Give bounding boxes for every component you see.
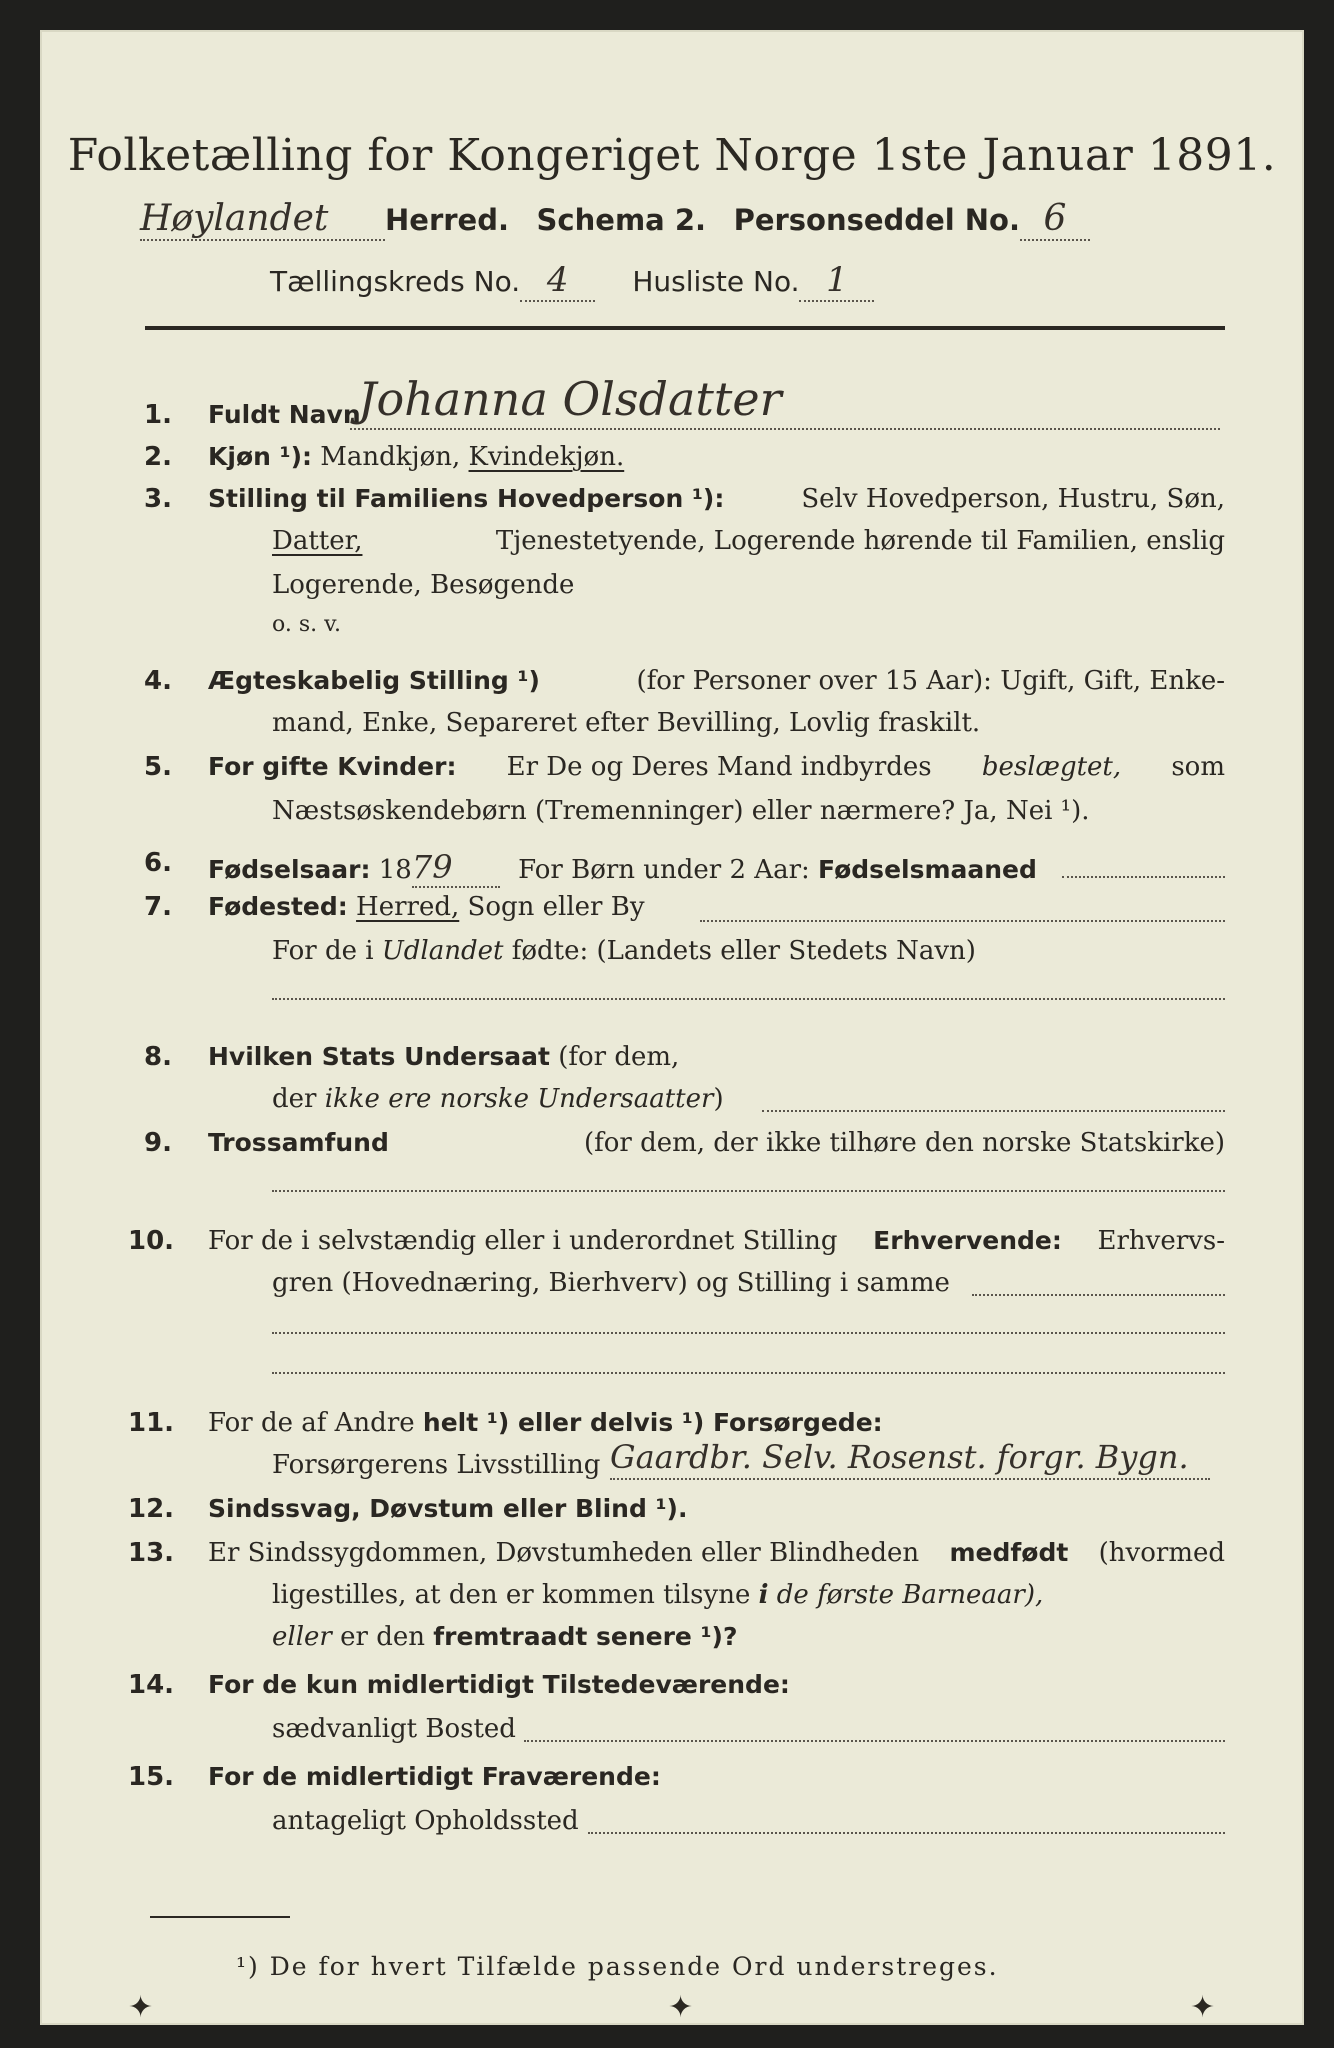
- item-1: [208, 400, 361, 430]
- fravaerende-label: For de midlertidigt Fraværende:: [208, 1762, 661, 1791]
- fodested-dotline-2: [272, 998, 1225, 1000]
- stilling-option-datter: Datter,: [272, 526, 363, 556]
- trossamfund-dotline: [272, 1190, 1225, 1192]
- footnote: ¹) De for hvert Tilfælde passende Ord understreges.: [236, 1952, 999, 1981]
- forsorgede-text: For de af Andre: [208, 1408, 415, 1438]
- gifte-kvinder-line-2: Næstsøskendebørn (Tremenninger) eller nærmere? Ja, Nei ¹).: [272, 796, 1090, 826]
- erhverv-text-a: For de i selvstændig eller i underordnet Stilling: [208, 1226, 838, 1256]
- header-divider: [145, 326, 1225, 330]
- item-3-line-2: [272, 526, 1225, 556]
- husliste-value: 1: [799, 260, 874, 302]
- erhverv-line-2: gren (Hovednæring, Bierhverv) og Stilling i samme: [272, 1268, 950, 1298]
- item-7-line-1: [208, 892, 645, 922]
- medfodt-line-2c: de første Barneaar),: [776, 1580, 1044, 1610]
- tilstedevaerende-label: For de kun midlertidigt Tilstedeværende:: [208, 1670, 790, 1699]
- form-title: Folketælling for Kongeriget Norge 1ste Januar 1891.: [67, 130, 1277, 181]
- aegteskabelig-line-2: mand, Enke, Separeret efter Bevilling, Lovlig fraskilt.: [272, 708, 981, 738]
- fodested-option-herred: Herred,: [356, 892, 460, 922]
- opholdssted-dotline: [588, 1832, 1225, 1834]
- personseddel-value: 6: [1020, 198, 1090, 241]
- erhverv-text-b: Erhvervs-: [1097, 1226, 1225, 1256]
- stilling-line-4: o. s. v.: [272, 612, 341, 637]
- gifte-kvinder-text-c: som: [1171, 752, 1225, 782]
- item-13-line-1: [208, 1538, 1225, 1568]
- fodselsaar-value: 79: [412, 848, 500, 888]
- medfodt-line-2a: ligestilles, at den er kommen tilsyne: [272, 1580, 751, 1610]
- fodested-udland-a: For de i: [272, 936, 374, 966]
- item-15: [208, 1762, 661, 1792]
- medfodt-text-b: (hvormed: [1098, 1538, 1225, 1568]
- fodested-udland-c: fødte: (Landets eller Stedets Navn): [511, 936, 976, 966]
- fodested-dotline-1: [700, 920, 1225, 922]
- decorative-mark-icon: ✦: [668, 1990, 694, 2025]
- decorative-mark-icon: ✦: [128, 1990, 154, 2025]
- stilling-line-1: Selv Hovedperson, Hustru, Søn,: [801, 484, 1225, 514]
- erhverv-dotline-1: [972, 1294, 1225, 1296]
- opholdssted-label: antageligt Opholdssted: [272, 1806, 579, 1836]
- gifte-kvinder-label: For gifte Kvinder:: [208, 752, 457, 781]
- taellingskreds-line: [270, 260, 874, 302]
- undersaat-dotline: [762, 1110, 1225, 1112]
- item-number: 9.: [144, 1128, 172, 1158]
- item-number: 10.: [128, 1226, 175, 1256]
- personseddel-label: Personseddel No.: [733, 203, 1020, 237]
- fodested-label: Fødested:: [208, 892, 348, 921]
- undersaat-ikke: ikke ere norske Undersaatter: [324, 1084, 714, 1114]
- herred-value: Høylandet: [140, 198, 385, 241]
- item-number: 6.: [144, 848, 172, 878]
- gifte-kvinder-text-a: Er De og Deres Mand indbyrdes: [506, 752, 932, 782]
- gifte-kvinder-text-b: beslægtet,: [981, 752, 1122, 782]
- fuldt-navn-value: Johanna Olsdatter: [358, 372, 782, 426]
- husliste-label: Husliste No.: [632, 265, 800, 298]
- undersaat-label: Hvilken Stats Undersaat: [208, 1042, 550, 1071]
- trossamfund-label: Trossamfund: [208, 1128, 389, 1157]
- item-number: 14.: [128, 1670, 175, 1700]
- medfodt-label: medfødt: [949, 1538, 1069, 1567]
- aegteskabelig-line-1: (for Personer over 15 Aar): Ugift, Gift, Enke-: [636, 666, 1225, 696]
- item-number: 8.: [144, 1042, 172, 1072]
- kjon-option-mand: Mandkjøn,: [320, 442, 461, 472]
- item-4-line-1: [208, 666, 1225, 696]
- fuldt-navn-dotline: [350, 428, 1220, 430]
- item-number: 13.: [128, 1538, 175, 1568]
- item-14: [208, 1670, 790, 1700]
- item-7-line-2: [272, 936, 976, 966]
- kjon-label: Kjøn ¹):: [208, 442, 312, 471]
- item-number: 11.: [128, 1408, 175, 1438]
- herred-label: Herred.: [385, 203, 509, 237]
- medfodt-text-a: Er Sindssygdommen, Døvstumheden eller Blindheden: [208, 1538, 920, 1568]
- item-13-line-3: [272, 1622, 737, 1652]
- footnote-rule: [150, 1916, 290, 1918]
- erhverv-label: Erhvervende:: [873, 1226, 1062, 1255]
- item-number: 7.: [144, 892, 172, 922]
- bosted-dotline: [524, 1740, 1225, 1742]
- fodselsmaaned-dotline: [1062, 876, 1225, 878]
- taellingskreds-value: 4: [520, 260, 595, 302]
- stilling-line-3: Logerende, Besøgende: [272, 570, 575, 600]
- forsorgede-label: helt ¹) eller delvis ¹) Forsørgede:: [422, 1408, 883, 1437]
- fodested-udland-b: Udlandet: [381, 936, 504, 966]
- item-11-line-1: [208, 1408, 883, 1438]
- sindssvag-label: Sindssvag, Døvstum eller Blind ¹).: [208, 1494, 688, 1523]
- item-number: 5.: [144, 752, 172, 782]
- forsorger-livsstilling-label: Forsørgerens Livsstilling: [272, 1450, 601, 1480]
- census-form-page: [40, 30, 1304, 2025]
- aegteskabelig-label: Ægteskabelig Stilling ¹): [208, 666, 540, 695]
- fuldt-navn-label: Fuldt Navn: [208, 400, 361, 429]
- fodselsaar-prefix: 18: [378, 855, 412, 885]
- item-8-line-1: [208, 1042, 679, 1072]
- item-9: [208, 1128, 1225, 1158]
- stilling-line-2: Tjenestetyende, Logerende hørende til Familien, enslig: [495, 526, 1225, 556]
- item-number: 15.: [128, 1762, 175, 1792]
- kjon-option-kvinde: Kvindekjøn.: [468, 442, 625, 472]
- fodselsaar-label: Fødselsaar:: [208, 855, 371, 884]
- item-13-line-2: [272, 1580, 1043, 1610]
- forsorger-dotline: [610, 1478, 1210, 1480]
- trossamfund-text: (for dem, der ikke tilhøre den norske Statskirke): [583, 1128, 1225, 1158]
- taellingskreds-label: Tællingskreds No.: [270, 265, 521, 298]
- item-3-line-1: [208, 484, 1225, 514]
- fodselsmaaned-label: Fødselsmaaned: [818, 855, 1037, 884]
- undersaat-der: der: [272, 1084, 317, 1114]
- bosted-label: sædvanligt Bosted: [272, 1714, 516, 1744]
- decorative-mark-icon: ✦: [1190, 1990, 1216, 2025]
- item-number: 4.: [144, 666, 172, 696]
- forsorger-livsstilling-value: Gaardbr. Selv. Rosenst. forgr. Bygn.: [610, 1438, 1189, 1476]
- medfodt-line-3c: fremtraadt senere ¹)?: [433, 1622, 738, 1651]
- herred-line: [140, 198, 1090, 241]
- item-number: 12.: [128, 1494, 175, 1524]
- medfodt-line-2b: i: [758, 1580, 769, 1610]
- erhverv-dotline-2: [272, 1332, 1225, 1334]
- item-10-line-1: [208, 1226, 1225, 1256]
- item-6: [208, 848, 1037, 888]
- item-number: 2.: [144, 442, 172, 472]
- item-number: 1.: [144, 400, 172, 430]
- erhverv-dotline-3: [272, 1372, 1225, 1374]
- stilling-label: Stilling til Familiens Hovedperson ¹):: [208, 484, 725, 513]
- item-12: [208, 1494, 687, 1524]
- undersaat-line-1: (for dem,: [558, 1042, 680, 1072]
- item-number: 3.: [144, 484, 172, 514]
- schema-label: Schema 2.: [536, 203, 707, 237]
- item-2: [208, 442, 624, 472]
- medfodt-line-3a: eller: [272, 1622, 332, 1652]
- medfodt-line-3b: er den: [340, 1622, 425, 1652]
- item-5-line-1: [208, 752, 1225, 782]
- fodselsaar-text: For Børn under 2 Aar:: [518, 855, 810, 885]
- fodested-option-sogn: Sogn eller By: [467, 892, 645, 922]
- item-8-line-2: der ikke ere norske Undersaatter): [272, 1084, 724, 1114]
